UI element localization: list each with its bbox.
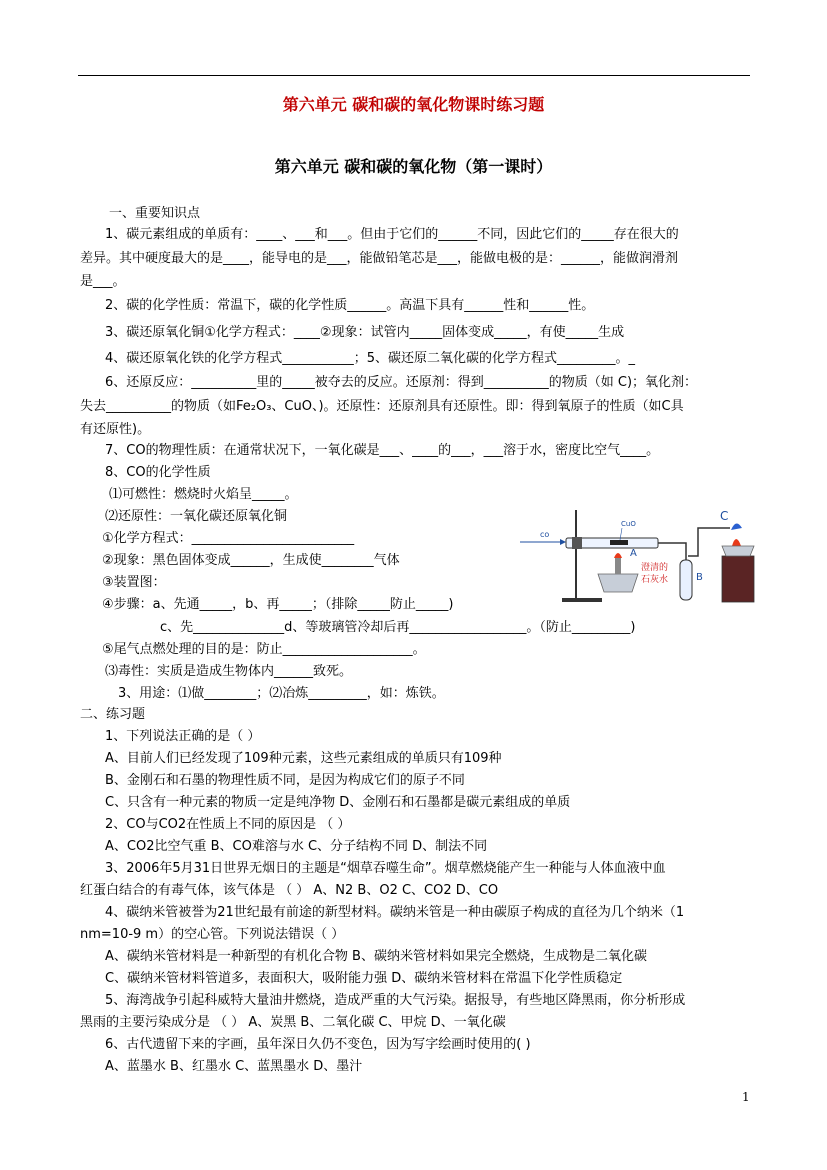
text-line: 有还原性)。 [80,422,151,437]
label-a: A [630,548,637,559]
flame-c-icon [731,523,742,530]
text-line: ①化学方程式：_________________________ [102,531,355,546]
cuo-sample [610,540,628,545]
text-line: 8、CO的化学性质 [105,465,211,480]
text-line: 4、碳还原氧化铁的化学方程式___________；5、碳还原二氧化碳的化学方程式_________。_ [105,351,636,366]
limewater-label-1: 澄清的 [641,563,669,573]
text-line: 4、碳纳米管被誉为21世纪最有前途的新型材料。碳纳米管是一种由碳原子构成的直径为几个纳米（1 [105,905,685,920]
alcohol-lamp-a [598,574,638,592]
text-line: 2、碳的化学性质：常温下，碳的化学性质______。高温下具有______性和______性。 [105,298,595,313]
text-line: A、碳纳米管材料是一种新型的有机化合物 B、碳纳米管材料如果完全燃烧，生成物是二氧化碳 [105,949,647,964]
label-b: B [696,572,703,583]
burner-stand-c [722,556,754,602]
stopper [572,537,582,549]
text-line: ④步骤：a、先通_____，b、再_____；（排除_____防止_____) [102,597,454,612]
text-line: A、目前人们已经发现了109种元素，这些元素组成的单质只有109种 [105,751,502,766]
text-line: B、金刚石和石墨的物理性质不同，是因为构成它们的原子不同 [105,773,465,788]
text-line: 一、重要知识点 [109,206,201,221]
test-tube-b [680,560,692,600]
alcohol-lamp-c [722,546,754,556]
text-line: 差异。其中硬度最大的是____，能导电的是___，能做铅笔芯是___，能做电极的是：______，能做润滑剂 [80,251,679,266]
text-line: 5、海湾战争引起科威特大量油井燃烧，造成严重的大气污染。据报导，有些地区降黑雨，你分析形成 [105,993,686,1008]
flame-c2-icon [732,539,741,546]
exhaust-tube [688,528,730,556]
text-line: A、蓝墨水 B、红墨水 C、蓝黑墨水 D、墨汁 [105,1059,363,1074]
text-line: ⑴可燃性：燃烧时火焰呈_____。 [109,487,298,502]
text-line: C、只含有一种元素的物质一定是纯净物 D、金刚石和石墨都是碳元素组成的单质 [105,795,571,810]
section-title: 第六单元 碳和碳的氧化物（第一课时） [274,157,553,176]
text-line: C、碳纳米管材料管道多，表面积大，吸附能力强 D、碳纳米管材料在常温下化学性质稳定 [105,971,623,986]
text-line: 3、2006年5月31日世界无烟日的主题是“烟草吞噬生命”。烟草燃烧能产生一种能与人体血液中血 [105,861,666,876]
co-inlet-label: co [540,530,550,539]
header-rule [78,75,750,76]
text-line: 是___。 [80,274,126,289]
text-line: 二、练习题 [80,707,146,722]
text-line: 2、CO与CO2在性质上不同的原因是 （ ） [105,817,351,832]
text-line: 6、古代遗留下来的字画，虽年深日久仍不变色，因为写字绘画时使用的( ) [105,1037,531,1052]
text-line: ②现象：黑色固体变成______，生成使________气体 [102,553,400,568]
lamp-wick-a [615,558,621,574]
flame-a-icon [614,553,622,558]
text-line: ③装置图： [102,575,166,590]
arrow-head-icon [560,539,566,545]
stand-base [562,598,602,602]
limewater-label-2: 石灰水 [641,575,669,585]
label-c: C [720,509,729,523]
text-line: 红蛋白结合的有毒气体，该气体是 （ ） A、N2 B、O2 C、CO2 D、CO [80,883,499,898]
text-line: nm=10-9 m）的空心管。下列说法错误（ ） [80,927,345,942]
text-line: ⑶毒性：实质是造成生物体内______致死。 [105,664,353,679]
text-line: 3、用途：⑴做________；⑵冶炼_________，如：炼铁。 [118,686,445,701]
page-number: 1 [742,1090,750,1104]
text-line: c、先______________d、等玻璃管冷却后再__________________。（防止_________) [160,620,636,635]
document-title: 第六单元 碳和碳的氧化物课时练习题 [282,95,545,114]
text-line: 3、碳还原氧化铜①化学方程式：____②现象：试管内_____固体变成_____，有使_____生成 [105,325,625,340]
text-line: A、CO2比空气重 B、CO难溶与水 C、分子结构不同 D、制法不同 [105,839,488,854]
text-line: 失去__________的物质（如Fe₂O₃、CuO、)。还原性：还原剂具有还原性。即：得到氧原子的性质（如C具 [80,399,684,414]
text-line: 1、下列说法正确的是（ ） [105,729,261,744]
text-line: 1、碳元素组成的单质有：____、___和___。但由于它们的______不同，因此它们的_____存在很大的 [105,227,679,242]
text-line: ⑵还原性：一氧化碳还原氧化铜 [105,509,288,524]
text-line: 黑雨的主要污染成分是 （ ） A、炭黑 B、二氧化碳 C、甲烷 D、一氧化碳 [80,1015,506,1030]
cuo-label: CuO [621,520,636,528]
co-reduction-apparatus-figure [518,500,758,610]
text-line: 6、还原反应：__________里的_____被夺去的反应。还原剂：得到__________的物质（如 C)；氧化剂： [105,375,698,390]
text-line: ⑤尾气点燃处理的目的是：防止____________________。 [102,642,426,657]
text-line: 7、CO的物理性质：在通常状况下，一氧化碳是___、____的___，___溶于水，密度比空气____。 [105,443,660,458]
